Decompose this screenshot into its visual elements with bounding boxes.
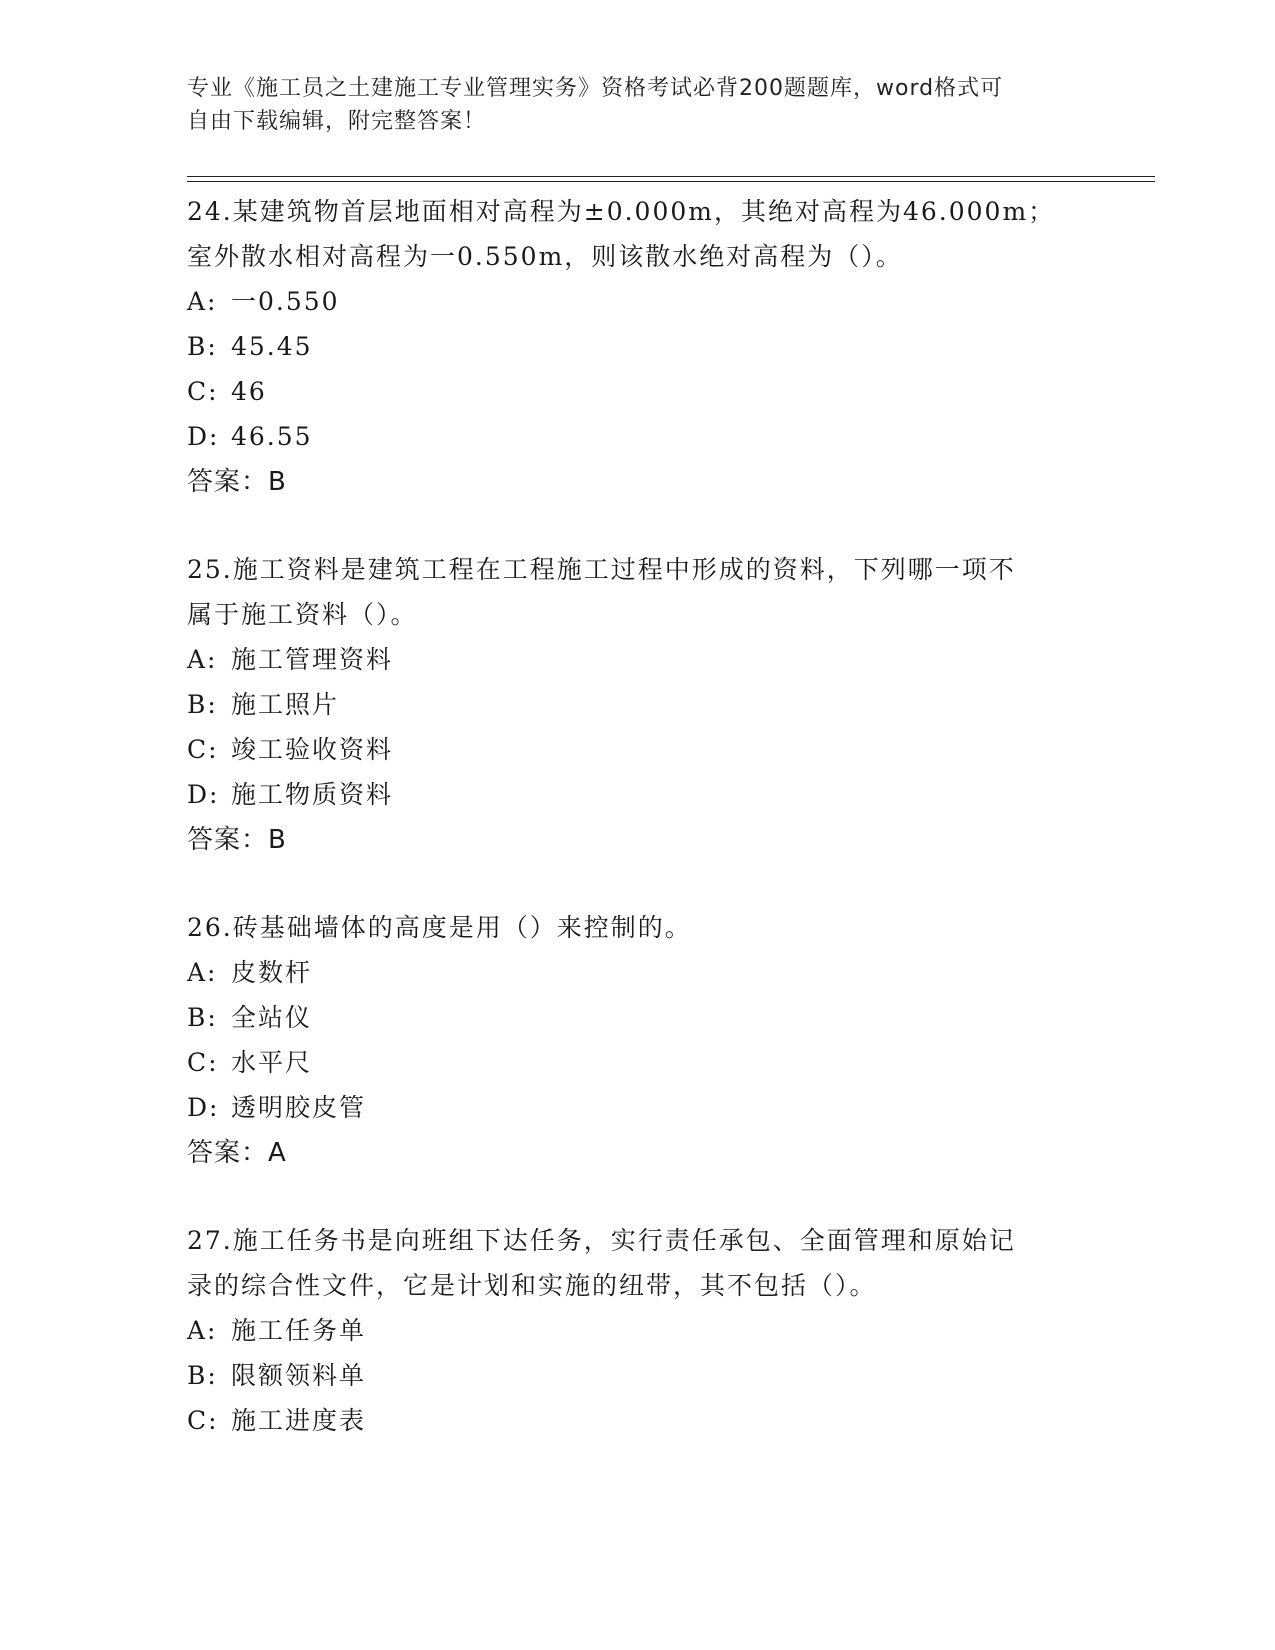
question-24 (187, 189, 1087, 505)
option-text: 施工物质资料 (231, 780, 394, 809)
option-a (187, 637, 1087, 682)
option-letter: C: (187, 1048, 219, 1077)
option-letter: A: (187, 958, 218, 987)
option-text: 施工照片 (231, 690, 340, 719)
question-stem (187, 1218, 1087, 1308)
option-text: 竣工验收资料 (231, 735, 394, 764)
stem-line: 27.施工任务书是向班组下达任务，实行责任承包、全面管理和原始记 (187, 1226, 1016, 1255)
option-letter: A: (187, 287, 218, 316)
stem-line: 属于施工资料（）。 (187, 600, 418, 629)
question-stem (187, 189, 1087, 279)
option-b (187, 995, 1087, 1040)
option-d (187, 772, 1087, 817)
option-text: 透明胶皮管 (231, 1093, 367, 1122)
option-text: 46 (231, 377, 267, 406)
option-text: 施工进度表 (231, 1406, 367, 1435)
option-a (187, 1308, 1087, 1353)
option-letter: C: (187, 1406, 219, 1435)
option-letter: B: (187, 1003, 218, 1032)
header-line-2: 自由下载编辑，附完整答案！ (187, 109, 487, 134)
option-letter: A: (187, 1316, 218, 1345)
question-25 (187, 547, 1087, 863)
answer-line: 答案：B (187, 825, 287, 855)
option-a (187, 950, 1087, 995)
question-26 (187, 905, 1087, 1176)
option-text: 46.55 (231, 422, 313, 451)
option-text: 水平尺 (231, 1048, 313, 1077)
option-c (187, 727, 1087, 772)
answer-line: 答案：A (187, 1138, 287, 1168)
option-text: 限额领料单 (231, 1361, 367, 1390)
stem-line: 室外散水相对高程为一0.550m，则该散水绝对高程为（）。 (187, 242, 903, 271)
stem-line: 录的综合性文件，它是计划和实施的纽带，其不包括（）。 (187, 1271, 877, 1300)
option-c (187, 1398, 1087, 1443)
option-text: 施工管理资料 (231, 645, 394, 674)
question-27 (187, 1218, 1087, 1443)
option-text: 施工任务单 (231, 1316, 367, 1345)
option-letter: A: (187, 645, 218, 674)
option-c (187, 1040, 1087, 1085)
option-text: 皮数杆 (231, 958, 313, 987)
option-letter: C: (187, 377, 219, 406)
option-d (187, 1085, 1087, 1130)
option-a (187, 279, 1087, 324)
option-b (187, 1353, 1087, 1398)
question-list (187, 189, 1087, 1485)
option-c (187, 369, 1087, 414)
stem-line: 25.施工资料是建筑工程在工程施工过程中形成的资料，下列哪一项不 (187, 555, 1016, 584)
stem-line: 26.砖基础墙体的高度是用（）来控制的。 (187, 913, 692, 942)
header-line-1: 专业《施工员之土建施工专业管理实务》资格考试必背200题题库，word格式可 (187, 76, 1004, 101)
document-header (187, 72, 1067, 138)
option-letter: B: (187, 1361, 218, 1390)
option-letter: D: (187, 422, 220, 451)
stem-line: 24.某建筑物首层地面相对高程为±0.000m，其绝对高程为46.000m； (187, 197, 1056, 226)
option-letter: D: (187, 780, 220, 809)
option-letter: D: (187, 1093, 220, 1122)
option-b (187, 324, 1087, 369)
question-stem (187, 905, 1087, 950)
question-stem (187, 547, 1087, 637)
header-divider-bottom (187, 181, 1155, 182)
option-text: 一0.550 (231, 287, 340, 316)
header-divider-top (187, 176, 1155, 177)
option-letter: B: (187, 332, 218, 361)
option-text: 45.45 (231, 332, 313, 361)
option-text: 全站仪 (231, 1003, 313, 1032)
option-letter: C: (187, 735, 219, 764)
option-d (187, 414, 1087, 459)
option-b (187, 682, 1087, 727)
answer-line: 答案：B (187, 467, 287, 497)
option-letter: B: (187, 690, 218, 719)
